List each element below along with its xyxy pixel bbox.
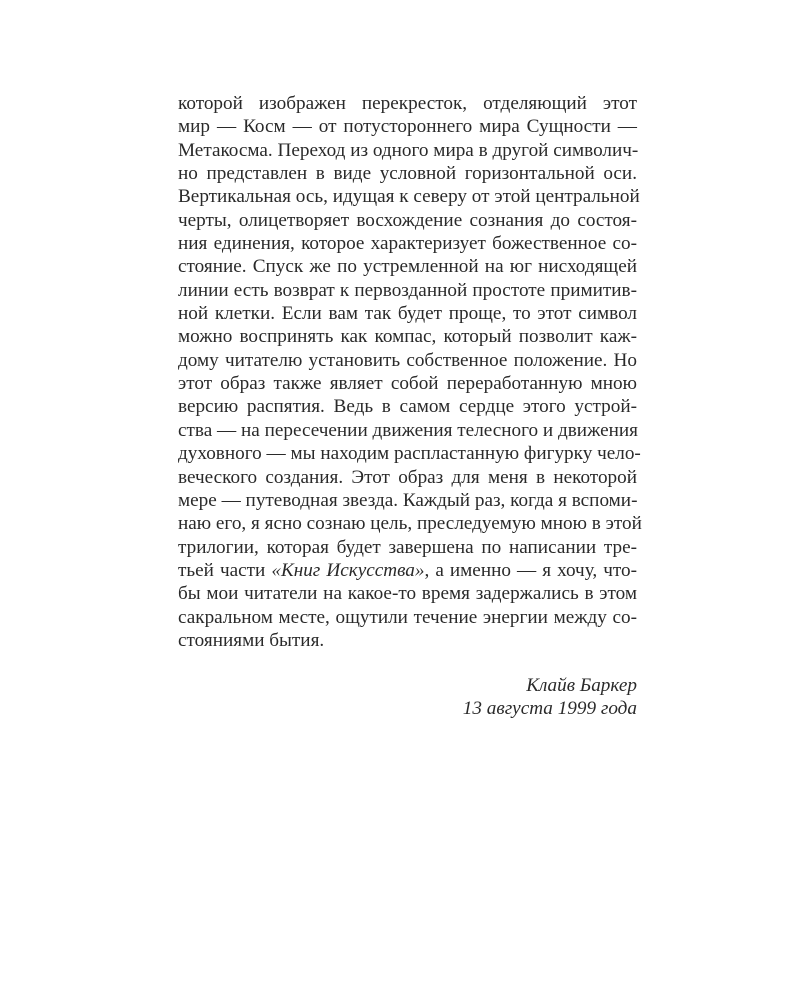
text-line: стояниями бытия. (178, 629, 325, 651)
text-line: наю его, я ясно сознаю цель, преследуемую мною в этой (178, 513, 642, 535)
author-name: Клайв Баркер (526, 675, 637, 696)
text-line: бы мои читатели на какое-то время задержались в этом (178, 583, 637, 605)
text-line: линии есть возврат к первозданной простоте примитив- (178, 279, 637, 301)
text-line: черты, олицетворяет восхождение сознания до состоя- (178, 209, 637, 231)
text-line: дому читателю установить собственное положение. Но (178, 349, 637, 371)
text-line: мере — путеводная звезда. Каждый раз, когда я вспоми- (178, 489, 638, 511)
text-line: трилогии, которая будет завершена по написании тре- (178, 536, 637, 558)
text-line: которой изображен перекресток, отделяющий этот (178, 93, 637, 114)
text-line-with-title (178, 559, 637, 582)
text-line: можно воспринять как компас, который позволит каж- (178, 326, 637, 348)
text-line: духовного — мы находим распластанную фигурку чело- (178, 443, 641, 465)
text-line: сакральном месте, ощутили течение энергии между со- (178, 606, 637, 628)
text-line: Метакосма. Переход из одного мира в другой символич- (178, 139, 639, 161)
text-line: мир — Косм — от потустороннего мира Сущности — (178, 116, 637, 138)
text-line: ства — на пересечении движения телесного и движения (178, 419, 638, 441)
book-title: «Книг Искусства» (271, 559, 425, 581)
signature (178, 674, 637, 721)
text-fragment: тьей части (178, 559, 272, 581)
text-line: веческого создания. Этот образ для меня в некоторой (178, 466, 637, 488)
text-line: версию распятия. Ведь в самом сердце этого устрой- (178, 396, 637, 418)
text-line: но представлен в виде условной горизонтальной оси. (178, 163, 637, 185)
text-line: этот образ также являет собой переработанную мною (178, 373, 637, 395)
text-line: ной клетки. Если вам так будет проще, то этот символ (178, 303, 637, 325)
signature-date: 13 августа 1999 года (462, 698, 637, 720)
text-line: ния единения, которое характеризует божественное со- (178, 233, 637, 255)
text-fragment: , а именно — я хочу, что- (424, 559, 637, 581)
text-line: Вертикальная ось, идущая к северу от этой центральной (178, 186, 640, 208)
body-text (178, 92, 642, 652)
text-line: стояние. Спуск же по устремленной на юг нисходящей (178, 256, 637, 278)
